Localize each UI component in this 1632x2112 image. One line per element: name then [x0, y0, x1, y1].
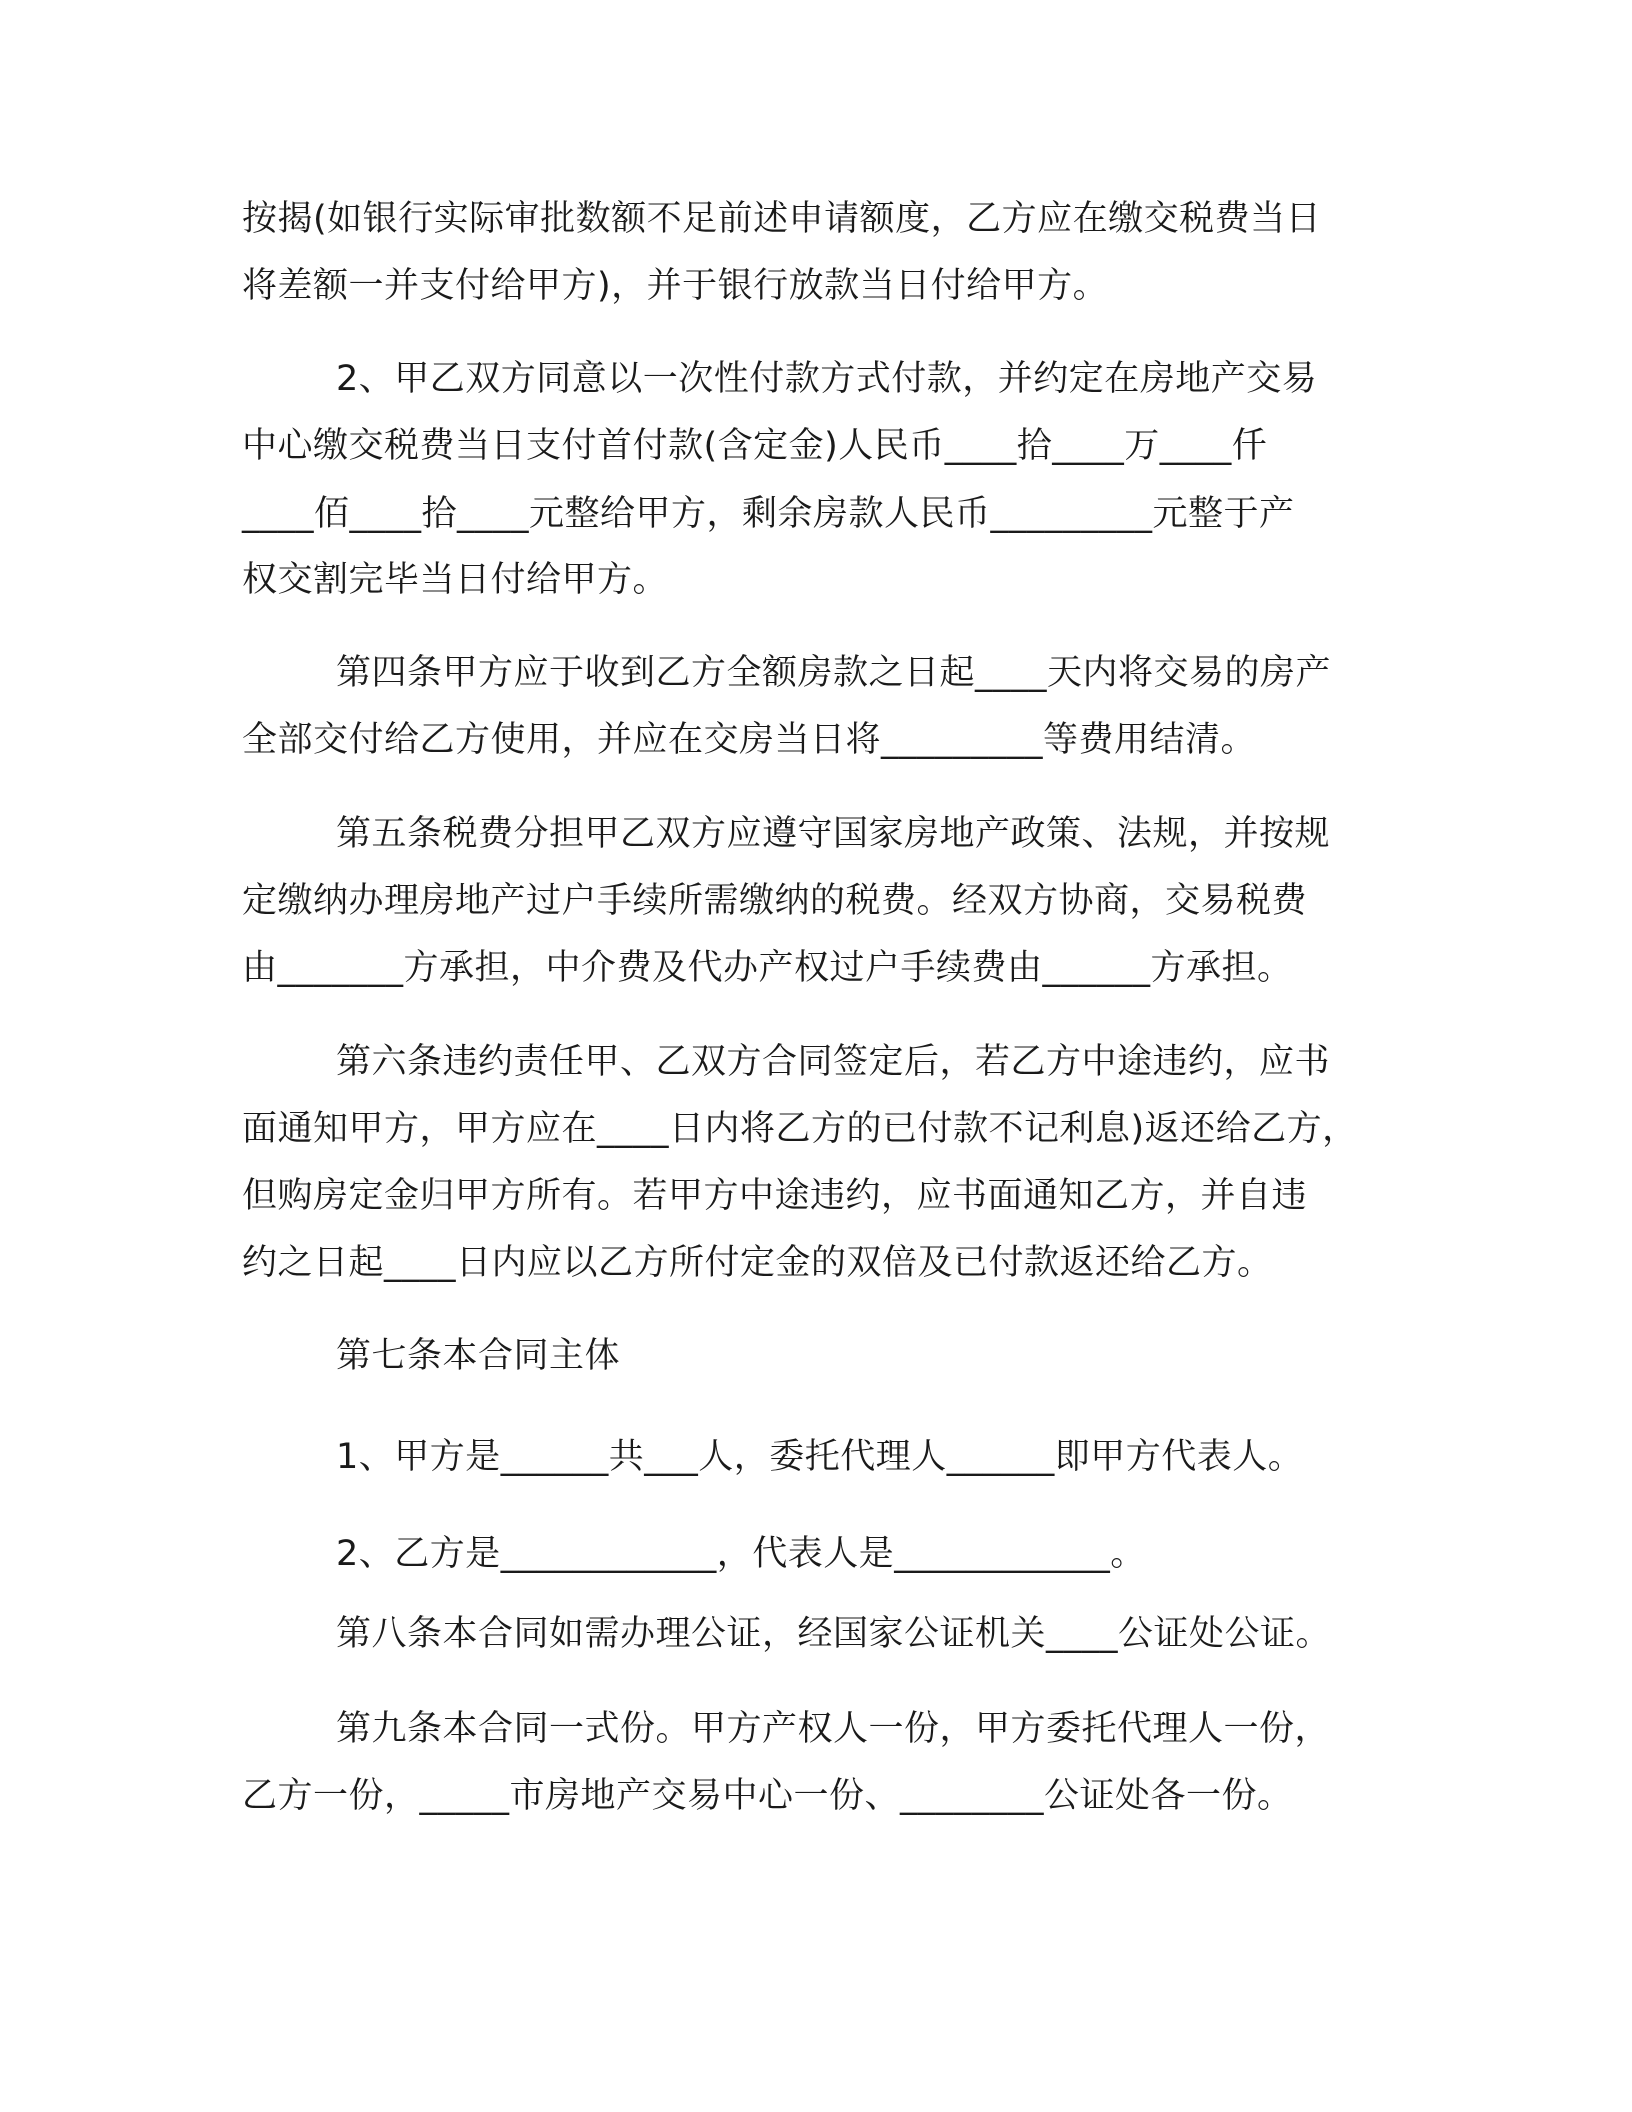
- text-line: 将差额一并支付给甲方)，并于银行放款当日付给甲方。: [242, 266, 1109, 306]
- text-line: 第六条违约责任甲、乙双方合同签定后，若乙方中途违约，应书: [336, 1042, 1331, 1082]
- text-line: 第九条本合同一式份。甲方产权人一份，甲方委托代理人一份，: [336, 1709, 1331, 1749]
- text-line: 第五条税费分担甲乙双方应遵守国家房地产政策、法规，并按规: [336, 814, 1331, 854]
- text-line: 第七条本合同主体: [336, 1336, 621, 1376]
- text-line: 约之日起____日内应以乙方所付定金的双倍及已付款返还给乙方。: [242, 1243, 1273, 1283]
- text-line: 中心缴交税费当日支付首付款(含定金)人民币____拾____万____仟: [242, 426, 1268, 466]
- text-line: 定缴纳办理房地产过户手续所需缴纳的税费。经双方协商，交易税费: [242, 881, 1308, 921]
- text-line: 2、甲乙双方同意以一次性付款方式付款，并约定在房地产交易: [336, 359, 1318, 399]
- text-line: 但购房定金归甲方所有。若甲方中途违约，应书面通知乙方，并自违: [242, 1176, 1308, 1216]
- text-line: 全部交付给乙方使用，并应在交房当日将_________等费用结清。: [242, 720, 1257, 760]
- text-line: 按揭(如银行实际审批数额不足前述申请额度，乙方应在缴交税费当日: [242, 199, 1322, 239]
- text-line: 第四条甲方应于收到乙方全额房款之日起____天内将交易的房产: [336, 653, 1332, 693]
- text-line: 乙方一份，_____市房地产交易中心一份、________公证处各一份。: [242, 1776, 1293, 1816]
- text-line: ____佰____拾____元整给甲方，剩余房款人民币_________元整于产: [242, 494, 1295, 534]
- text-line: 2、乙方是____________，代表人是____________。: [336, 1534, 1146, 1574]
- text-line: 第八条本合同如需办理公证，经国家公证机关____公证处公证。: [336, 1614, 1332, 1654]
- text-line: 面通知甲方，甲方应在____日内将乙方的已付款不记利息)返还给乙方，: [242, 1109, 1358, 1149]
- text-line: 1、甲方是______共___人，委托代理人______即甲方代表人。: [336, 1437, 1304, 1477]
- text-line: 权交割完毕当日付给甲方。: [242, 560, 669, 600]
- text-line: 由_______方承担，中介费及代办产权过户手续费由______方承担。: [242, 948, 1293, 988]
